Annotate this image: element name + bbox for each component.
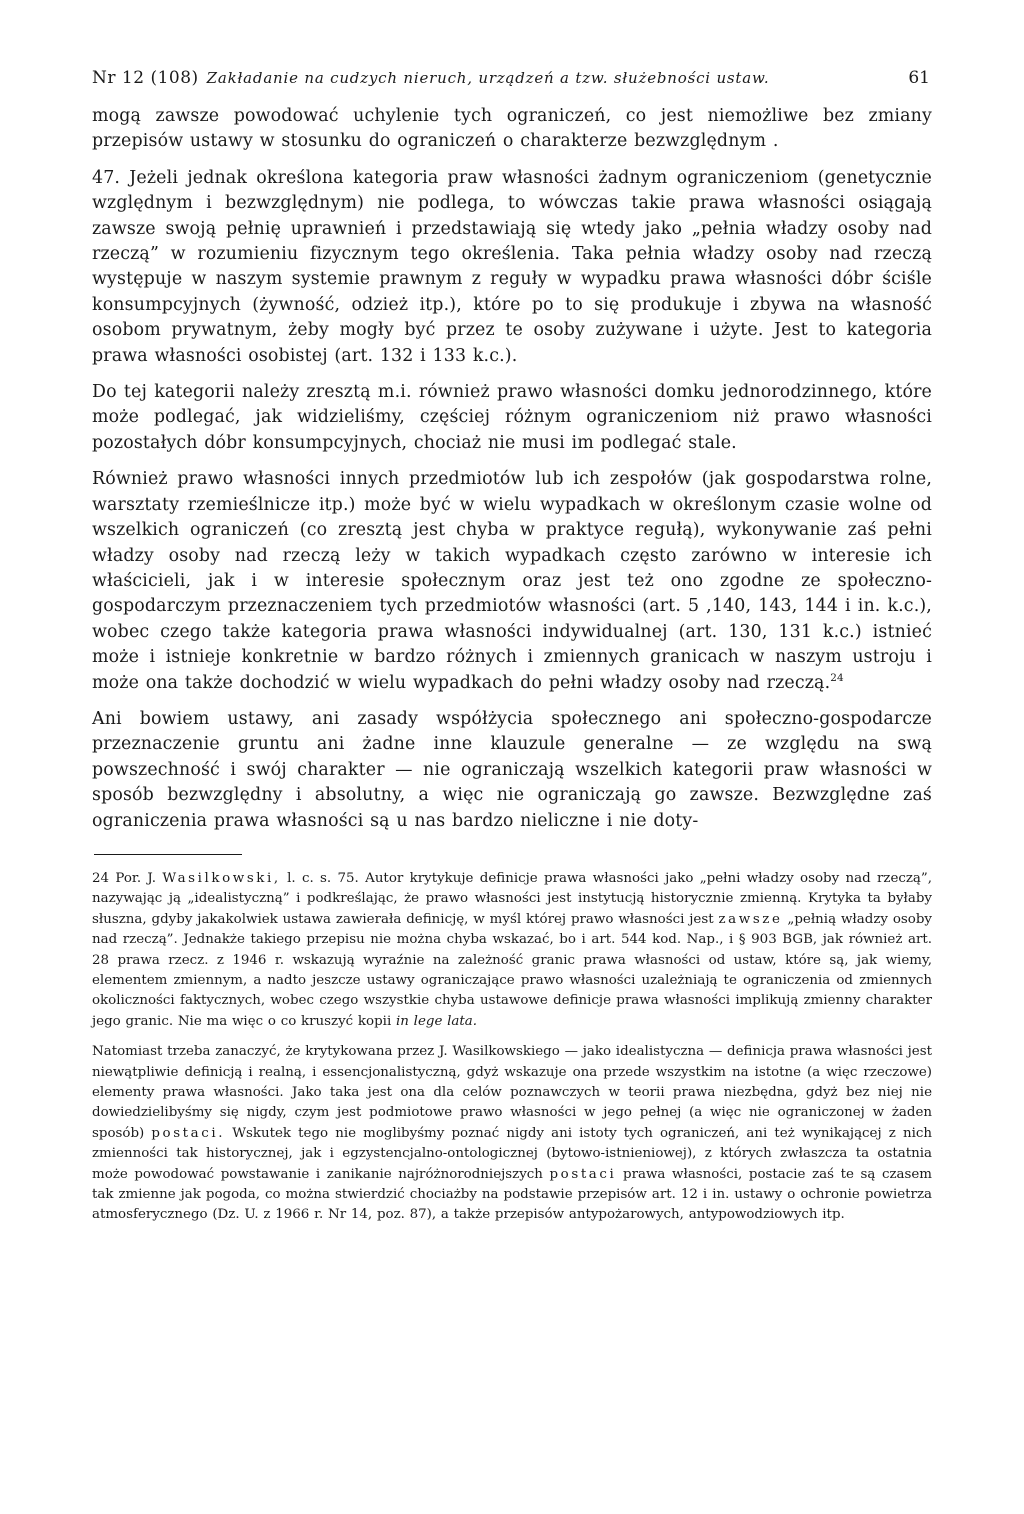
main-text xyxy=(92,104,932,834)
paragraph: mogą zawsze powodować uchylenie tych ograniczeń, co jest niemożliwe bez zmiany przepisów ustawy w stosunku do ograniczeń o charakterze bezwzględnym . xyxy=(92,106,932,152)
latin-phrase: in lege lata. xyxy=(396,1013,478,1029)
footnote-text: „pełnią władzy osoby nad rzeczą”. Jednakże takiego przepisu nie można chyba wskazać, bo i art. 544 kod. Nap., i § 903 BGB, jak również art. 28 prawa rzecz. z 1946 r. wskazują wyraźnie na zależność granic prawa własności od ustaw, które są, jak wiemy, elementem zmiennym, a nadto jeszcze ustawy ograniczające prawo własności uzależniają te ograniczenia od zmiennych okoliczności faktycznych, wobec czego wszystkie chyba ustawowe definicje prawa własności implikują zmienny charakter jego granic. Nie ma więc o co kruszyć kopii xyxy=(92,911,932,1029)
document-page xyxy=(92,68,932,1236)
footnotes xyxy=(92,869,932,1226)
running-head xyxy=(92,68,932,104)
footnote xyxy=(92,869,932,1032)
emphasized-word: zawsze xyxy=(718,911,783,927)
footnote-number: 24 xyxy=(92,870,110,886)
running-head-left xyxy=(92,68,769,88)
running-title: Zakładanie na cudzych nieruch, urządzeń a tzw. służebności ustaw. xyxy=(206,69,770,87)
footnote-text: Natomiast trzeba zanaczyć, że krytykowana przez J. Wasilkowskiego — jako idealistyczna — definicja prawa własności jest niewątpliwie definicją i realną, i essencjonalistyczną, gdyż wskazuje ona przede wszystkim na istotne (a więc rzeczowe) elementy prawa własności. Jako taka jest ona dla celów poznawczych w teorii prawa niezbędna, gdyż bez niej nie dowiedzielibyśmy się nigdy, czym jest podmiotowe prawo własności w jego pełnej (a więc nie ograniczonej w żaden sposób) xyxy=(92,1044,932,1141)
author-name: Wasilkowski, xyxy=(162,870,281,886)
emphasized-word: postaci xyxy=(549,1166,617,1182)
paragraph: Ani bowiem ustawy, ani zasady współżycia społecznego ani społeczno-gospodarcze przeznaczenie gruntu ani żadne inne klauzule generalne — ze względu na swą powszechność i swój charakter — nie ograniczają wszelkich kategorii praw własności w sposób bezwzględny i absolutny, a więc nie ograniczają go zawsze. Bezwzględne zaś ograniczenia prawa własności są u nas bardzo nieliczne i nie doty- xyxy=(92,708,932,831)
page-number: 61 xyxy=(908,68,930,88)
footnote-reference: 24 xyxy=(830,671,844,684)
footnote-text: prawa własności, postacie zaś te są czasem tak zmienne jak pogoda, co można stwierdzić chociażby na podstawie przepisów art. 12 i in. ustawy o ochronie powietrza atmosferycznego (Dz. U. z 1966 r. Nr 14, poz. 87), a także przepisów antypożarowych, antypowodziowych itp. xyxy=(92,1166,932,1223)
emphasized-word: postaci. xyxy=(151,1125,226,1141)
paragraph-text: Również prawo własności innych przedmiotów lub ich zespołów (jak gospodarstwa rolne, warsztaty rzemieślnicze itp.) może być w wielu wypadkach w określonym czasie wolne od wszelkich ograniczeń (co zresztą jest chyba w praktyce regułą), wykonywanie zaś pełni władzy osoby nad rzeczą leży w takich wypadkach często zarówno w interesie ich właścicieli, jak i w interesie społecznym oraz jest też ono zgodne ze społeczno-gospodarczym przeznaczeniem tych przedmiotów własności (art. 5 ,140, 143, 144 i in. k.c.), wobec czego także kategoria prawa własności indywidualnej (art. 130, 131 k.c.) istnieć może i istnieje konkretnie w bardzo różnych i zmiennych granicach w naszym ustroju i może ona także dochodzić w wielu wypadkach do pełni władzy osoby nad rzeczą. xyxy=(92,469,932,693)
paragraph: Do tej kategorii należy zresztą m.i. również prawo własności domku jednorodzinnego, które może podlegać, jak widzieliśmy, częściej różnym ograniczeniom niż prawo własności pozostałych dóbr konsumpcyjnych, chociaż nie musi im podlegać stale. xyxy=(92,382,932,453)
footnote-continuation xyxy=(92,1042,932,1226)
footnote-text: l. c. s. 75. Autor krytykuje definicje prawa własności jako „pełni władzy osoby nad rzeczą”, nazywając ją „idealistyczną” i podkreślając, że prawo własności jest instytucją historycznie zmienną. Krytyka ta byłaby słuszna, gdyby jakakolwiek ustawa zawierała definicję, w myśl której prawo własności jest xyxy=(92,870,933,927)
footnote-divider xyxy=(94,854,242,855)
issue-number: Nr 12 (108) xyxy=(92,68,199,88)
paragraph: 47. Jeżeli jednak określona kategoria praw własności żadnym ograniczeniom (genetycznie względnym i bezwzględnym) nie podlega, to wówczas takie prawa własności osiągają zawsze swoją pełnię uprawnień i przedstawiają się wtedy jako „pełnia władzy osoby nad rzeczą” w rozumieniu fizycznym tego określenia. Taka pełnia władzy osoby nad rzeczą występuje w naszym systemie prawnym z reguły w wypadku prawa własności dóbr ściśle konsumpcyjnych (żywność, odzież itp.), które po to się produkuje i zbywa na własność osobom prywatnym, żeby mogły być przez te osoby zużywane i użyte. Jest to kategoria prawa własności osobistej (art. 132 i 133 k.c.). xyxy=(92,167,932,366)
footnote-text: Por. J. xyxy=(115,870,157,886)
paragraph xyxy=(92,467,932,696)
footnote-text: Wskutek tego nie moglibyśmy poznać nigdy ani istoty tych ograniczeń, ani też wynikającej z nich zmienności tak historycznej, jak i egzystencjalno-ontologicznej (bytowo-istnieniowej), z których zwłaszcza ta ostatnia może powodować powstawanie i zanikanie najróżnorodniejszych xyxy=(92,1125,932,1182)
